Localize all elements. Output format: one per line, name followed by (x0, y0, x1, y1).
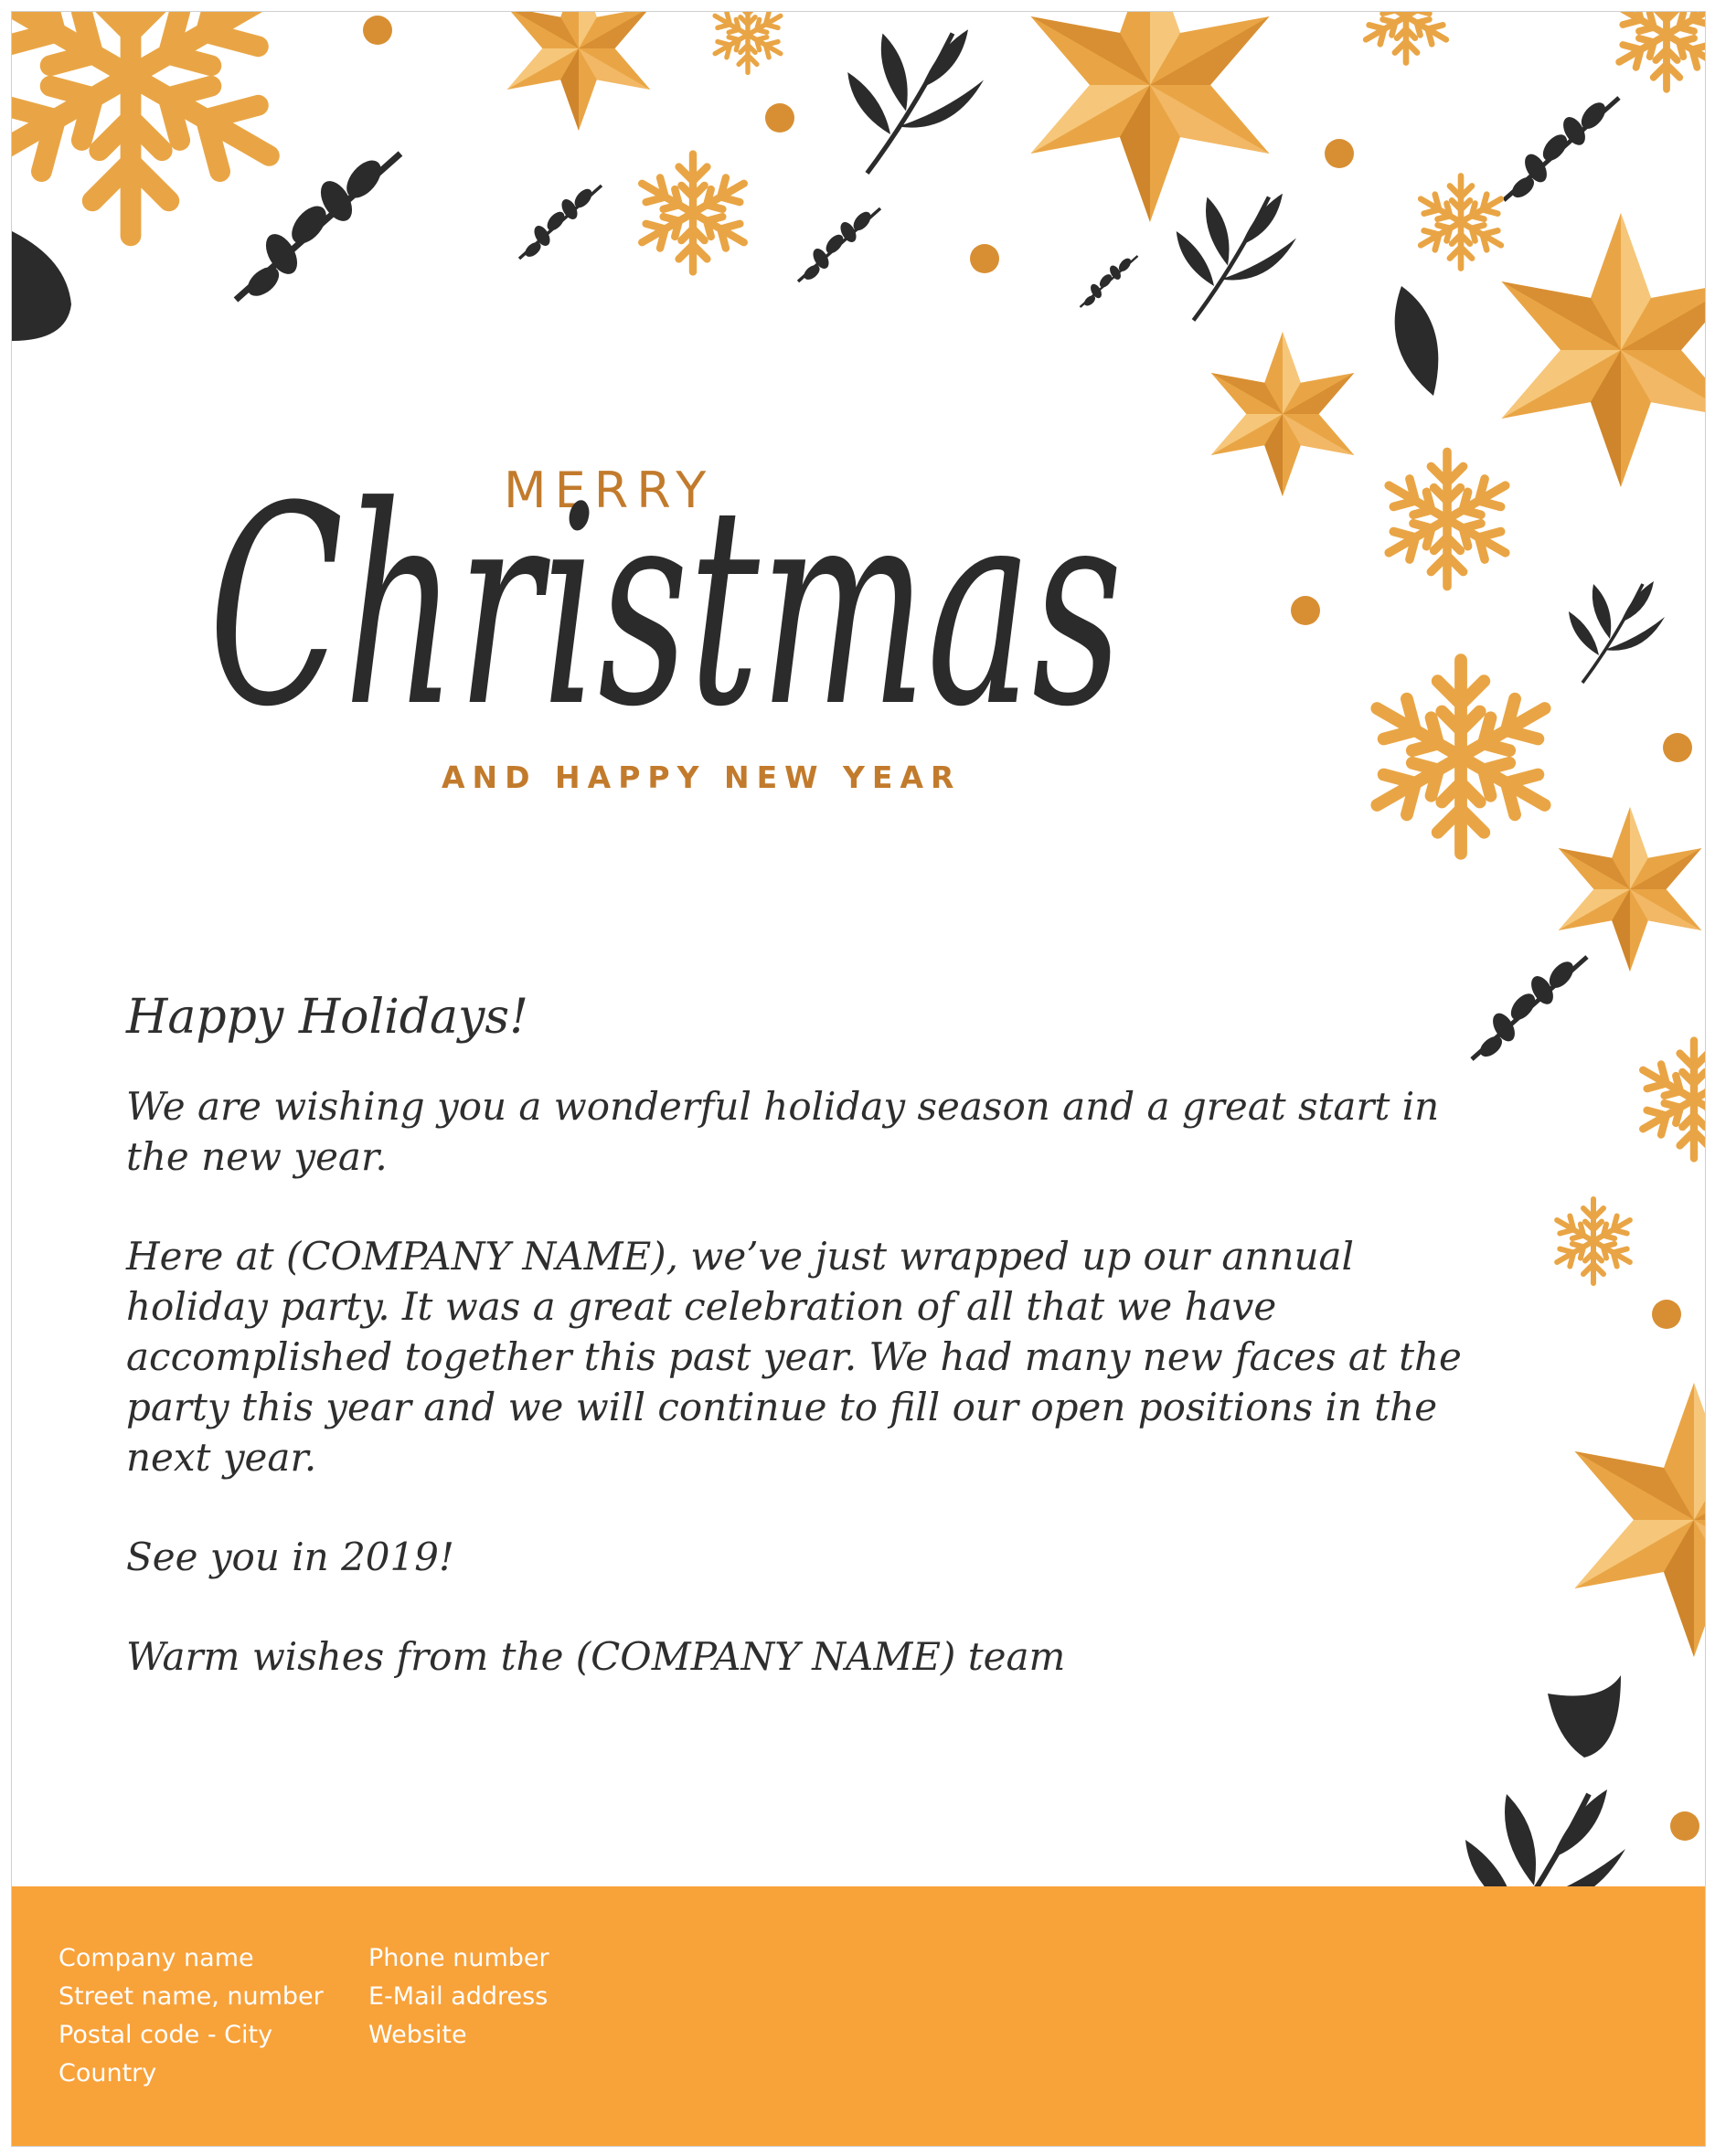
letter-signoff: Warm wishes from the (COMPANY NAME) team (126, 1634, 1066, 1679)
footer-bar (12, 1886, 1705, 2146)
merry-text: MERRY (504, 462, 715, 519)
star-icon (1575, 1383, 1706, 1657)
letter-paragraph: We are wishing you a wonderful holiday season and a great start in the new year. (126, 1084, 1440, 1179)
christmas-script (208, 355, 1141, 830)
letter-page (11, 11, 1706, 2147)
letter-body (126, 990, 1497, 1731)
letter-paragraph: Here at (COMPANY NAME), we’ve just wrapped up our annual holiday party. It was a great celebration of all that we have accomplished together this past year. We had many new faces at the party this year and we will continue to fill our open positions in the next year. (126, 1234, 1462, 1480)
letter-paragraph: See you in 2019! (126, 1535, 454, 1579)
leaf-icon (1548, 1675, 1621, 1758)
website: Website (368, 2021, 467, 2049)
new-year-subtitle: AND HAPPY NEW YEAR (442, 759, 962, 795)
greeting-heading (12, 12, 1705, 834)
letter-greeting: Happy Holidays! (126, 990, 528, 1045)
country: Country (59, 2059, 157, 2087)
street-address: Street name, number (59, 1982, 324, 2011)
company-address-block (59, 1939, 324, 2093)
company-name: Company name (59, 1944, 254, 1972)
snowflake-icon (1636, 1041, 1705, 1159)
email-address: E-Mail address (368, 1982, 549, 2011)
contact-block (368, 1939, 549, 2055)
christmas-script-text: Christmas (208, 448, 1123, 767)
postal-city: Postal code - City (59, 2021, 273, 2049)
phone-number: Phone number (368, 1944, 549, 1972)
snowflake-icon (1552, 1199, 1635, 1283)
